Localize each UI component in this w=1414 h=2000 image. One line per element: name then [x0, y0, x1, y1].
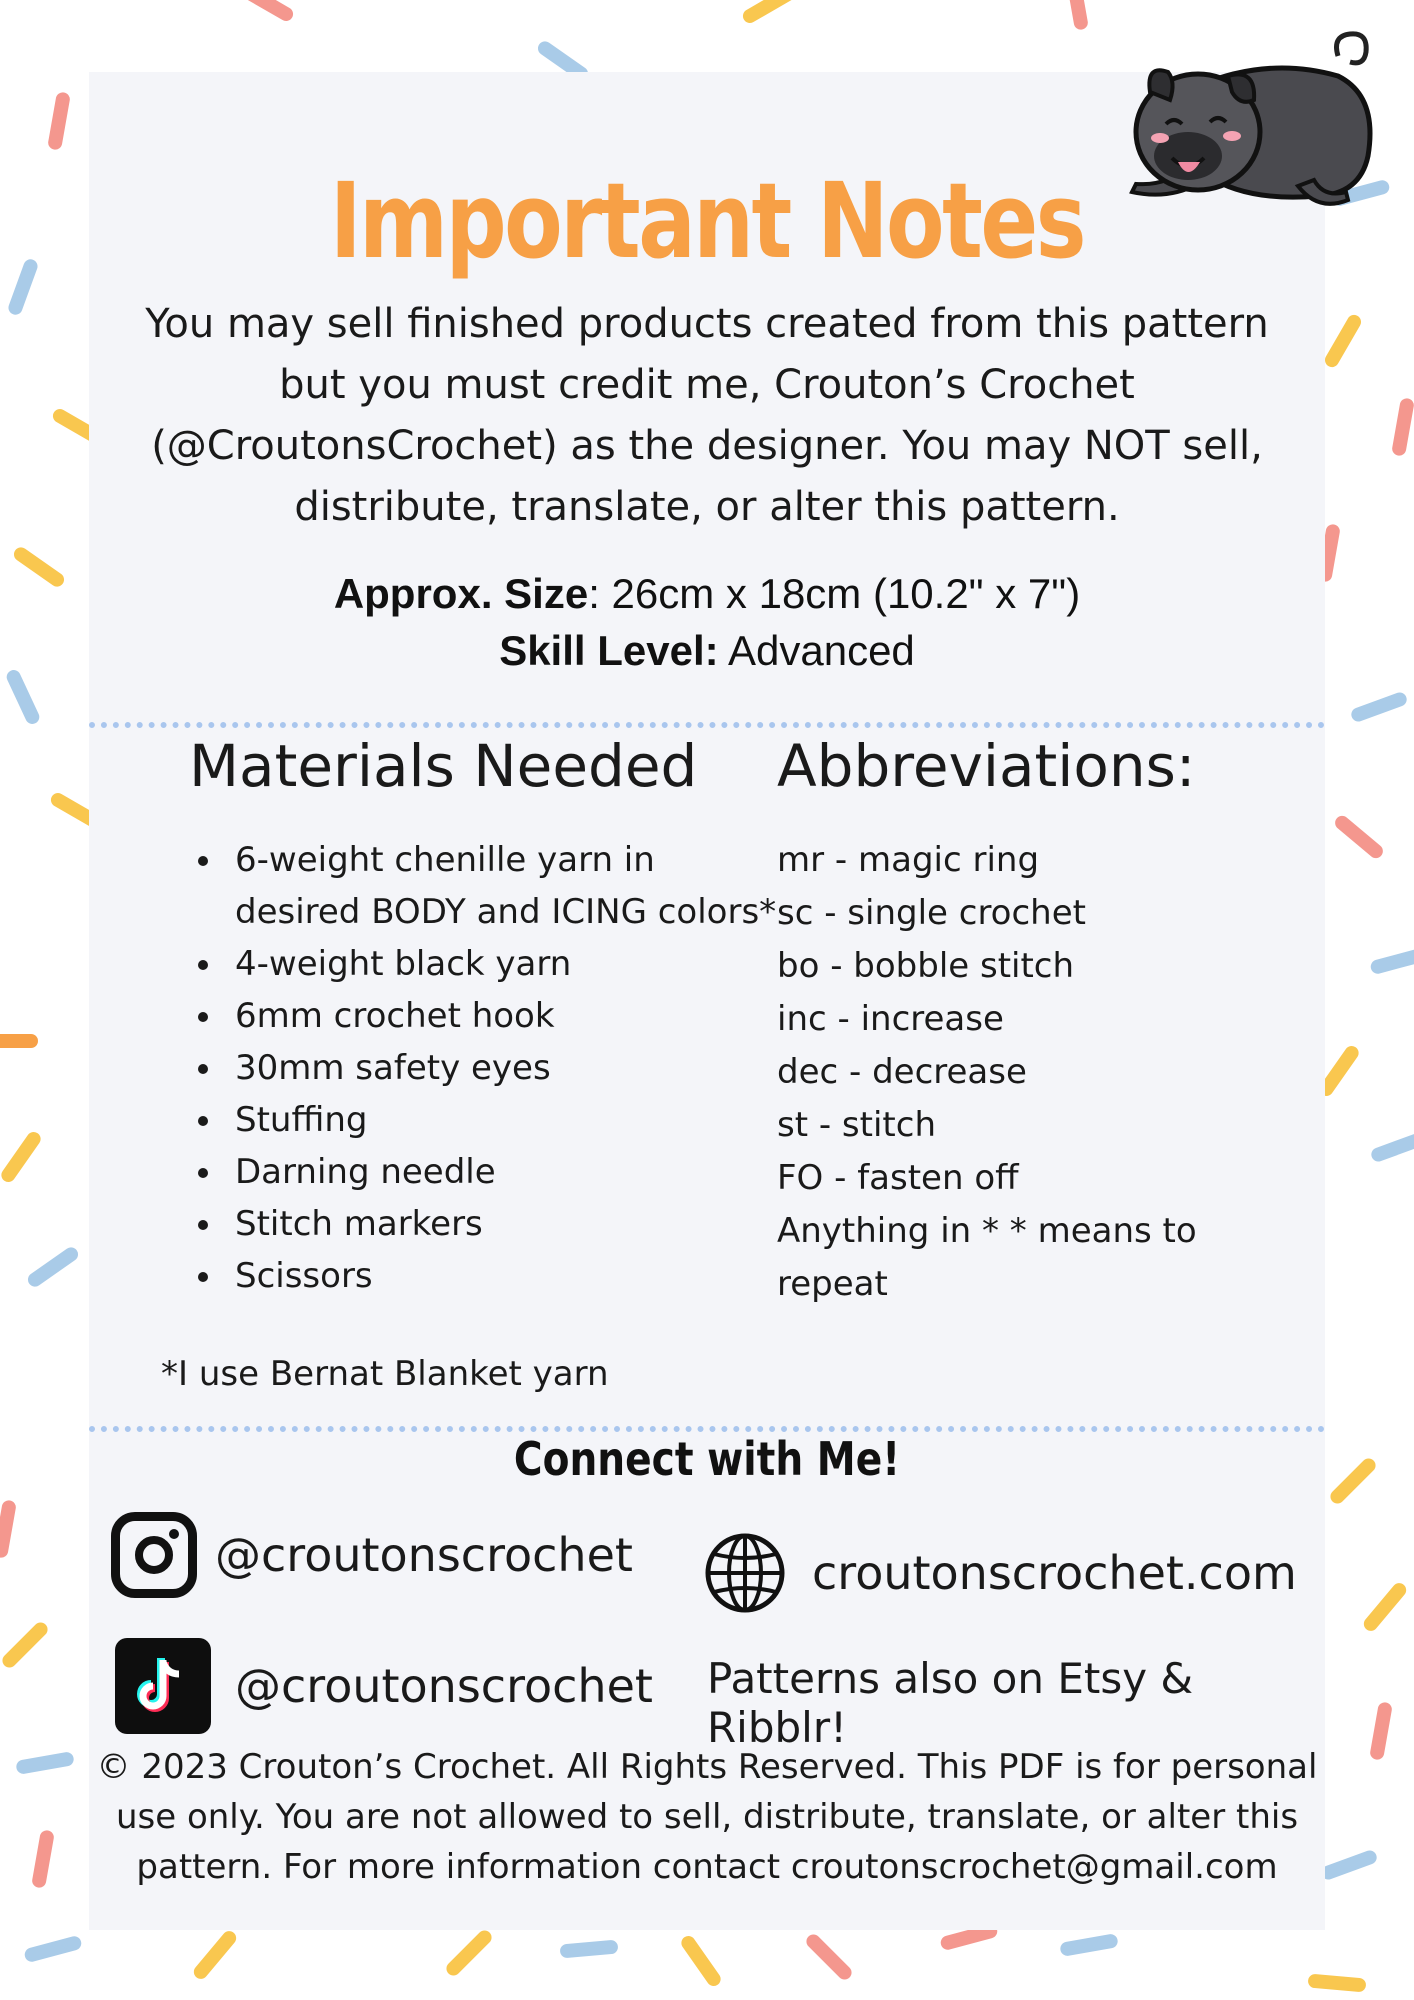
list-item: inc - increase [777, 999, 1004, 1039]
connect-heading: Connect with Me! [513, 1432, 901, 1486]
abbreviations-heading: Abbreviations: [777, 732, 1196, 800]
sprinkle [1328, 1456, 1379, 1507]
sprinkle [47, 91, 71, 151]
notes-card [89, 72, 1325, 1930]
sprinkle [0, 1034, 38, 1048]
sprinkle [238, 0, 295, 24]
sprinkle [679, 1933, 724, 1989]
list-item: bo - bobble stitch [777, 946, 1075, 986]
sprinkle [1361, 1580, 1409, 1633]
list-item: Anything in * * means to repeat [777, 1211, 1197, 1304]
sprinkle [31, 1829, 55, 1889]
size-value: : 26cm x 18cm (10.2" x 7") [588, 570, 1081, 617]
abbreviations-list [777, 834, 1317, 1311]
dotted-divider [89, 722, 1325, 728]
tiktok-icon [115, 1638, 211, 1734]
sprinkle [1319, 1849, 1378, 1882]
pug-illustration [1128, 16, 1408, 216]
list-item: mr - magic ring [777, 840, 1040, 880]
sprinkle [444, 1928, 495, 1979]
sprinkle [1065, 0, 1089, 31]
instagram-icon [111, 1512, 197, 1598]
list-item: • Darning needle [225, 1146, 785, 1198]
sprinkle [804, 1932, 855, 1983]
sprinkle [1369, 1131, 1414, 1164]
skill-label: Skill Level: [499, 627, 719, 674]
list-item: • 6-weight chenille yarn in desired BODY and ICING colors* [225, 834, 785, 938]
list-item: • Stuffing [225, 1094, 785, 1146]
page-title: Important Notes [329, 160, 1085, 282]
sprinkle [25, 1245, 81, 1290]
size-label: Approx. Size [333, 570, 589, 617]
sprinkle [1391, 397, 1414, 457]
list-item: FO - fasten off [777, 1158, 1019, 1198]
list-item: • 4-weight black yarn [225, 938, 785, 990]
materials-list [189, 834, 785, 1302]
sprinkle [1349, 691, 1408, 724]
copyright-notice: © 2023 Crouton’s Crochet. All Rights Reserved. This PDF is for personal use only. You are not allowed to sell, distribute, translate, or alter this pattern. For more information contact croutonscrochet@gmail.com [96, 1747, 1318, 1887]
list-item: • 6mm crochet hook [225, 990, 785, 1042]
sprinkle [0, 1129, 43, 1185]
skill-value: Advanced [718, 627, 915, 674]
sprinkle [23, 1935, 83, 1964]
etsy-ribblr-note [689, 1654, 1325, 1752]
size-row [89, 565, 1325, 622]
instagram-link[interactable] [111, 1512, 633, 1598]
sprinkle [560, 1939, 619, 1958]
globe-icon [704, 1532, 786, 1614]
sprinkle [0, 1499, 17, 1559]
usage-terms-paragraph: You may sell finished products created from this pattern but you must credit me, Crouton’s Crochet (@CroutonsCrochet) as the designer. You may NOT sell, distribute, translate, or alter this pattern. [145, 301, 1269, 530]
tiktok-link[interactable] [115, 1638, 653, 1734]
sprinkle [1369, 947, 1414, 976]
sprinkle [15, 1751, 75, 1775]
marketplaces-text: Patterns also on Etsy & Ribblr! [707, 1654, 1194, 1752]
sprinkle [740, 0, 797, 26]
list-item: dec - decrease [777, 1052, 1027, 1092]
list-item: sc - single crochet [777, 893, 1086, 933]
list-item: • Scissors [225, 1250, 785, 1302]
sprinkle [1308, 1973, 1367, 1992]
yarn-footnote: *I use Bernat Blanket yarn [161, 1354, 609, 1394]
list-item: st - stitch [777, 1105, 936, 1145]
list-item: • 30mm safety eyes [225, 1042, 785, 1094]
sprinkle [7, 257, 40, 316]
sprinkle [4, 668, 41, 726]
sprinkle [11, 545, 67, 590]
instagram-handle: @croutonscrochet [215, 1528, 633, 1582]
sprinkle [0, 1620, 50, 1671]
pattern-specs [89, 565, 1325, 679]
skill-row [89, 622, 1325, 679]
sprinkle [1332, 813, 1385, 861]
sprinkle [1369, 1701, 1393, 1761]
list-item: • Stitch markers [225, 1198, 785, 1250]
materials-heading: Materials Needed [189, 732, 698, 800]
sprinkle [191, 1928, 239, 1981]
sprinkle [1059, 1933, 1119, 1957]
website-url: croutonscrochet.com [812, 1546, 1297, 1600]
tiktok-handle: @croutonscrochet [235, 1659, 653, 1713]
sprinkle [1322, 312, 1363, 369]
website-link[interactable] [704, 1532, 1297, 1614]
